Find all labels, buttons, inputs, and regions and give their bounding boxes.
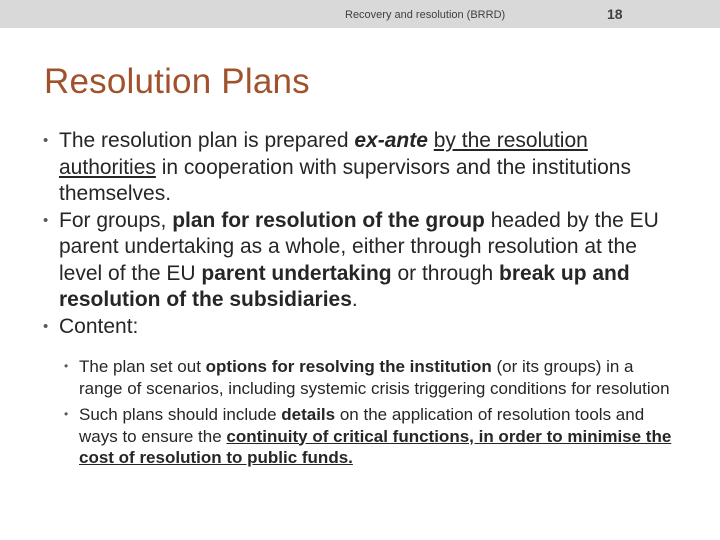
bullet-text: The resolution plan is prepared	[59, 129, 355, 152]
sub-bullet-text: (or its groups) in a range of scenarios, including systemic crisis triggering conditions for resolution	[79, 357, 670, 398]
slide-title: Resolution Plans	[44, 62, 310, 101]
bullet-icon: •	[43, 211, 49, 229]
bullet-text: .	[351, 288, 358, 311]
bullet-text: or through	[391, 261, 500, 285]
slide-header-bar	[0, 0, 720, 28]
bullet-emphasis: ex-ante	[354, 129, 428, 152]
bullet-groups	[43, 208, 679, 314]
header-title: Recovery and resolution (BRRD)	[345, 9, 506, 21]
sub-bullet-underlined-emphasis: continuity of critical functions, in order to minimise the cost of resolution to public funds.	[79, 426, 672, 467]
sub-bullet-emphasis: options for resolving the institution	[205, 357, 492, 376]
sub-bullet-text: The plan set out	[79, 357, 206, 376]
sub-bullet-list	[0, 356, 720, 469]
bullet-emphasis: parent undertaking	[201, 261, 392, 285]
slide-page-number: 18	[607, 6, 623, 22]
bullet-text: For groups,	[59, 208, 173, 232]
bullet-icon: •	[43, 317, 49, 335]
bullet-emphasis: break up and resolution of the subsidiaries	[59, 261, 630, 311]
sub-bullet-text: on the application of resolution tools and ways to ensure the	[79, 405, 645, 446]
sub-bullet-icon: •	[64, 359, 69, 373]
bullet-underlined: by the resolution authorities	[59, 129, 588, 179]
sub-bullet-options	[64, 356, 679, 399]
sub-bullet-details	[64, 404, 679, 469]
bullet-emphasis: plan for resolution of the group	[172, 208, 485, 232]
sub-bullet-text: Such plans should include	[79, 405, 282, 424]
bullet-text: headed by the EU parent undertaking as a whole, either through resolution at the level of the EU	[59, 208, 659, 285]
bullet-resolution-plan	[43, 128, 679, 208]
sub-bullet-icon: •	[64, 407, 69, 421]
slide-content	[0, 128, 720, 474]
bullet-text: in cooperation with supervisors and the institutions themselves.	[59, 155, 631, 205]
bullet-text: Content:	[59, 314, 139, 338]
sub-bullet-emphasis: details	[281, 405, 336, 424]
bullet-content	[43, 314, 679, 341]
bullet-icon: •	[43, 132, 49, 149]
